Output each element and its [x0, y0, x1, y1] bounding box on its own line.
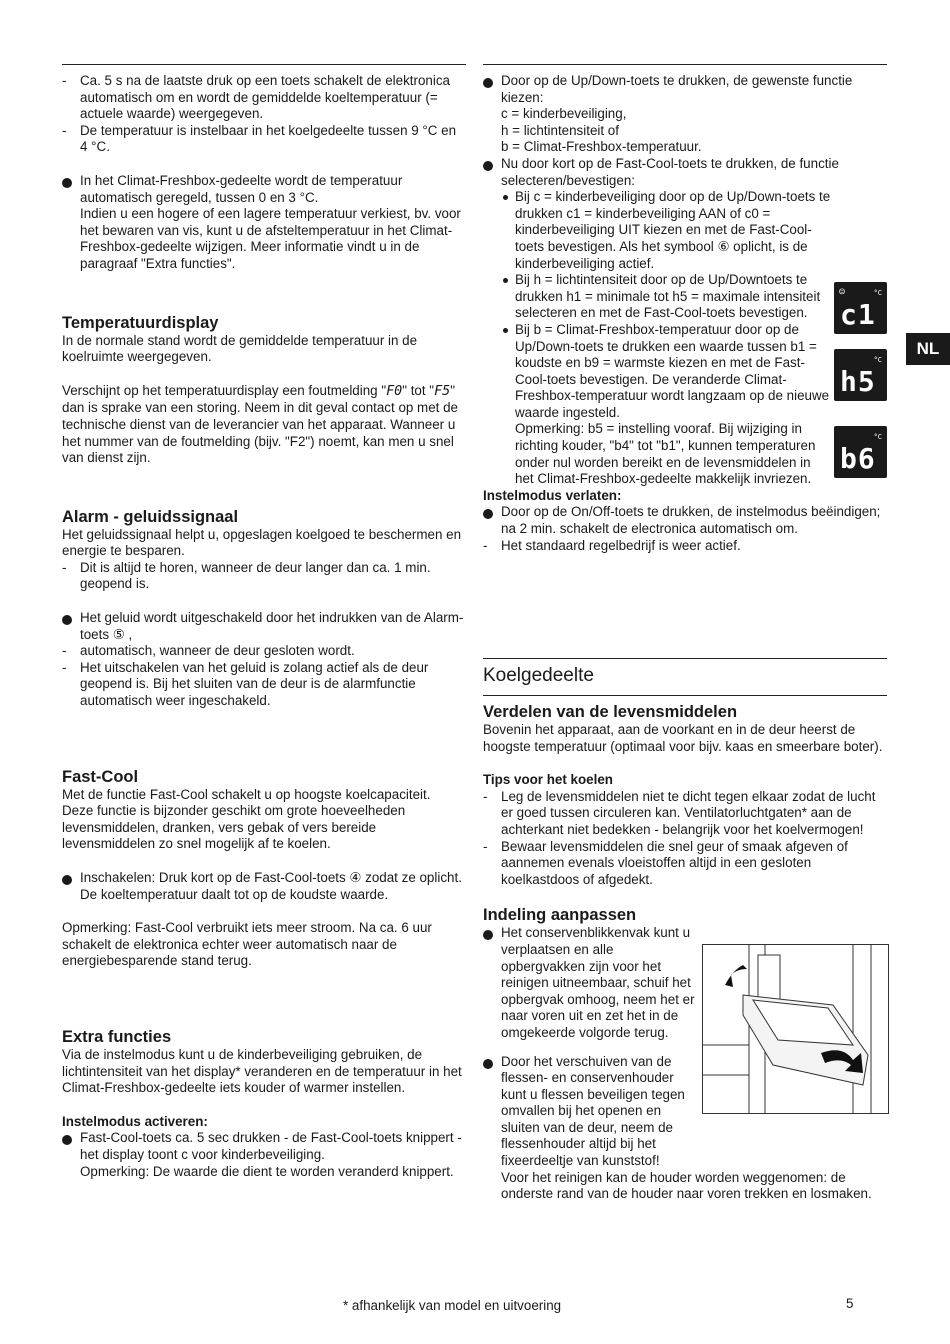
display-h5	[834, 349, 887, 401]
intro-dash-2: - De temperatuur is instelbaar in het koelgedeelte tussen 9 °C en 4 °C.	[62, 123, 466, 156]
indeling-bullet-2: Door het verschuiven van de flessen- en conservenhouder kunt u flessen beveiligen tegen omvallen bij het openen en sluiten van de deur, neem de flessenhouder altijd bij het fixeerdeeltje van kunststof!	[483, 1054, 701, 1170]
display-unit: °C	[873, 433, 882, 441]
climat-bullet: In het Climat-Freshbox-gedeelte wordt de temperatuur automatisch geregeld, tussen 0 en 3 °C.	[62, 173, 466, 206]
display-value: b6	[840, 442, 876, 475]
alarm-title: Alarm - geluidssignaal	[62, 507, 239, 526]
instel-title: Instelmodus activeren:	[62, 1113, 208, 1129]
temp-tot: " tot "	[402, 382, 435, 398]
indeling-cont: Voor het reinigen kan de houder worden weggenomen: de onderste rand van de houder naar voren trekken en losmaken.	[501, 1169, 872, 1202]
verlaten-dash: - Het standaard regelbedrijf is weer actief.	[483, 538, 887, 555]
sub-kinder: Bij c = kinderbeveiliging door op de Up/Down-toets te drukken c1 = kinderbeveiliging AAN of c0 = kinderbeveiliging UIT kiezen en met de Fast-Cool-toets bevestigen. Als het symbool ⑥ oplicht, is de kinderbeveiliging actief.	[501, 189, 831, 272]
fn-bullet-2: Nu door kort op de Fast-Cool-toets te drukken, de functie selecteren/bevestigen:	[483, 156, 887, 189]
smiley-icon: ☺	[839, 287, 846, 298]
sub-list	[483, 189, 831, 488]
temp-p1: In de normale stand wordt de gemiddelde temperatuur in de koelruimte weergegeven.	[62, 332, 418, 365]
sub-licht: Bij h = lichtintensiteit door op de Up/Downtoets te drukken h1 = minimale tot h5 = maximale intensiteit selecteren en met de Fast-Cool-toets bevestigen.	[501, 272, 831, 322]
fridge-drawing	[703, 945, 888, 1113]
verlaten-bullet: Door op de On/Off-toets te drukken, de instelmodus beëindigen; na 2 min. schakelt de electronica automatisch om.	[483, 504, 887, 537]
fast-title: Fast-Cool	[62, 767, 139, 786]
tips-dash-2: - Bewaar levensmiddelen die snel geur of smaak afgeven of aannemen evenals vloeistoffen altijd in een gesloten koelkastdoos of afgedekt.	[483, 839, 887, 889]
climat-cont: Indien u een hogere of een lagere temperatuur verkiest, bv. voor het bewaren van vis, kunt u de afsteltemperatuur in het Climat-Freshbox-gedeelte wijzigen. Meer informatie vindt u in de paragraaf "Extra functies".	[80, 206, 461, 271]
indeling-title: Indeling aanpassen	[483, 906, 637, 925]
temp-p2b: " dan is sprake van een storing. Neem in dit geval contact op met de technische dienst van de leverancier van het apparaat. Wanneer u het nummer van de foutmelding (bijv. "F2") noemt, kan men u snel van dienst zijn.	[62, 382, 458, 466]
instel-bullet: Fast-Cool-toets ca. 5 sec drukken - de Fast-Cool-toets knippert - het display toont c voor kinderbeveiliging.	[62, 1130, 466, 1163]
fridge-illustration	[702, 944, 889, 1114]
footnote: * afhankelijk van model en uitvoering	[343, 1298, 562, 1313]
verlaten-title: Instelmodus verlaten:	[483, 487, 622, 503]
display-value: h5	[840, 365, 876, 398]
display-unit: °C	[873, 289, 882, 297]
right-column	[483, 64, 887, 554]
alarm-dash-2: - automatisch, wanneer de deur gesloten wordt.	[62, 643, 466, 660]
fast-note: Opmerking: Fast-Cool verbruikt iets meer stroom. Na ca. 6 uur schakelt de elektronica echter weer automatisch naar de energiebesparende stand terug.	[62, 920, 432, 969]
fast-p2: Deze functie is bijzonder geschikt om grote hoeveelheden levensmiddelen, dranken, vers gebak of vers bereide levensmiddelen zo snel mogelijk af te koelen.	[62, 803, 406, 852]
fn-b: b = Climat-Freshbox-temperatuur.	[501, 139, 702, 155]
alarm-dash: - Dit is altijd te horen, wanneer de deur langer dan ca. 1 min. geopend is.	[62, 560, 466, 593]
indeling-bullet-1: Het conservenblikkenvak kunt u verplaatsen en alle opbergvakken zijn voor het reinigen uitneembaar, schuif het opbergvak omhoog, neem het er naar voren uit en zet het in de omgekeerde volgorde terug.	[483, 925, 701, 1041]
alarm-p: Het geluidssignaal helpt u, opgeslagen koelgoed te beschermen en energie te besparen.	[62, 526, 462, 559]
tips-dash-1: - Leg de levensmiddelen niet te dicht tegen elkaar zodat de lucht er goed tussen circuleren kan. Ventilatorluchtgaten* aan de achterkant niet bedekken - belangrijk voor het koelvermogen!	[483, 789, 887, 839]
fast-p1: Met de functie Fast-Cool schakelt u op hoogste koelcapaciteit.	[62, 786, 431, 802]
koel-section	[483, 658, 887, 1203]
instel-note: Opmerking: De waarde die dient te worden veranderd knippert.	[80, 1163, 454, 1179]
alarm-dash-3: - Het uitschakelen van het geluid is zolang actief als de deur geopend is. Bij het sluiten van de deur is de alarmfunctie automatisch weer ingeschakeld.	[62, 660, 466, 710]
temp-f5: F5	[434, 383, 451, 399]
intro-dash-1: - Ca. 5 s na de laatste druk op een toets schakelt de elektronica automatisch om en wordt de gemiddelde koeltemperatuur (= actuele waarde) weergegeven.	[62, 73, 466, 123]
page-number: 5	[846, 1296, 854, 1311]
temp-f0: F0	[386, 383, 403, 399]
temp-title: Temperatuurdisplay	[62, 313, 219, 332]
left-column	[62, 64, 466, 1180]
language-tab: NL	[906, 333, 950, 365]
extra-p: Via de instelmodus kunt u de kinderbeveiliging gebruiken, de lichtintensiteit van het display* veranderen en de temperatuur in het Climat-Freshbox-gedeelte iets kouder of warmer instellen.	[62, 1046, 462, 1096]
fn-c: c = kinderbeveiliging,	[501, 106, 627, 122]
sub-climat: Bij b = Climat-Freshbox-temperatuur door op de Up/Down-toets te drukken een waarde tussen b1 = koudste en b9 = warmste kiezen en met de Fast-Cool-toets bevestigen. De veranderde Climat-Freshbox-temperatuur wordt langzaam op de nieuwe waarde ingesteld.	[501, 322, 831, 422]
temp-p2	[62, 383, 466, 467]
sub-climat-note: Opmerking: b5 = instelling vooraf. Bij wijziging in richting kouder, "b4" tot "b1", kunnen temperaturen onder nul worden bereikt en de levensmiddelen in het Climat-Freshbox-gedeelte makkelijk invriezen.	[515, 421, 816, 487]
fn-bullet-1: Door op de Up/Down-toets te drukken, de gewenste functie kiezen:	[483, 73, 887, 106]
fast-bullet: Inschakelen: Druk kort op de Fast-Cool-toets ④ zodat ze oplicht. De koeltemperatuur daalt tot op de koudste waarde.	[62, 870, 466, 903]
display-c1	[834, 282, 887, 334]
fn-h: h = lichtintensiteit of	[501, 122, 619, 138]
extra-title: Extra functies	[62, 1027, 172, 1046]
display-b6	[834, 426, 887, 478]
koel-title: Koelgedeelte	[483, 659, 887, 696]
alarm-bullet: Het geluid wordt uitgeschakeld door het indrukken van de Alarm-toets ⑤ ,	[62, 610, 466, 643]
verdelen-title: Verdelen van de levensmiddelen	[483, 703, 738, 721]
temp-p2a: Verschijnt op het temperatuurdisplay een foutmelding "	[62, 382, 387, 398]
tips-title: Tips voor het koelen	[483, 772, 613, 788]
display-unit: °C	[873, 356, 882, 364]
verdelen-p: Bovenin het apparaat, aan de voorkant en in de deur heerst de hoogste temperatuur (optimaal voor bijv. kaas en smeerbare boter).	[483, 722, 883, 754]
display-value: c1	[840, 298, 876, 331]
